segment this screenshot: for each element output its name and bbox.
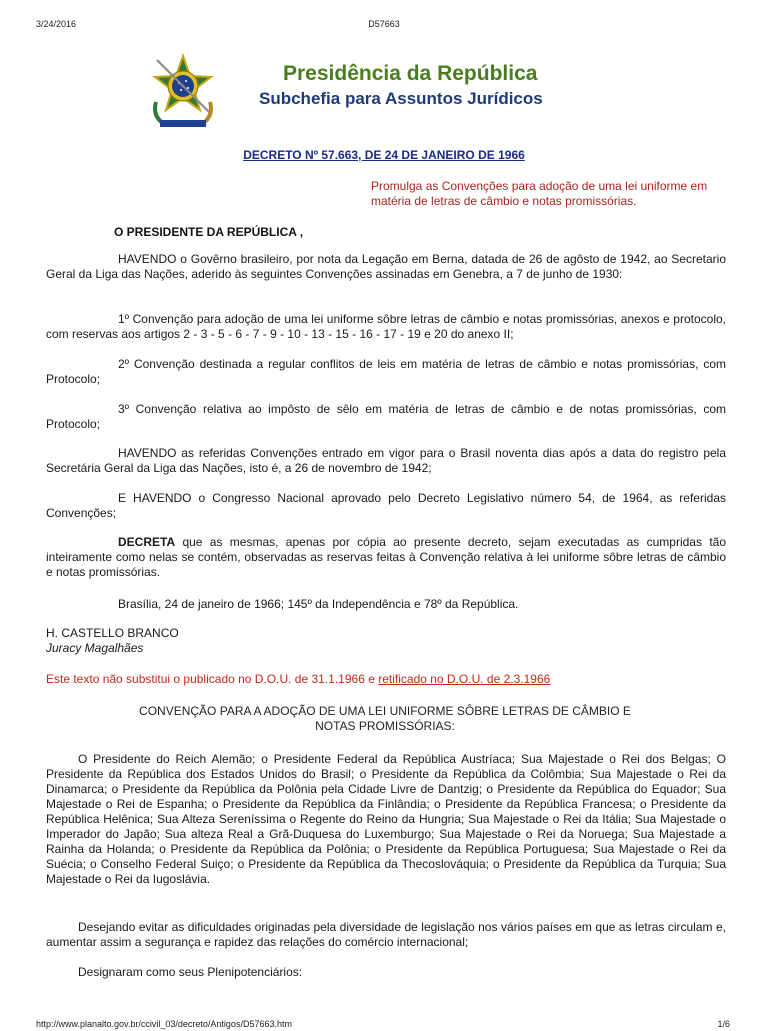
dou-rectification-link[interactable]: retificado no D.O.U. de 2.3.1966 — [378, 672, 551, 686]
signature-minister: Juracy Magalhães — [46, 641, 144, 655]
signature-block — [46, 626, 179, 656]
paragraph-havendo — [46, 252, 726, 282]
convention-heading: CONVENÇÃO PARA A ADOÇÃO DE UMA LEI UNIFORME SÔBRE LETRAS DE CÂMBIO E NOTAS PROMISSÓRIAS: — [139, 704, 631, 733]
paragraph-convention-2 — [46, 357, 726, 387]
president-heading: O PRESIDENTE DA REPÚBLICA , — [114, 225, 304, 239]
paragraph-text: 2º Convenção destinada a regular conflitos de leis em matéria de letras de câmbio e notas promissórias, com Protocolo; — [46, 357, 726, 386]
paragraph-signatories — [46, 752, 726, 887]
paragraph-congresso — [46, 491, 726, 521]
site-header — [259, 62, 619, 109]
decree-summary: Promulga as Convenções para adoção de uma lei uniforme em matéria de letras de câmbio e notas promissórias. — [371, 179, 708, 208]
decree-title-link[interactable]: DECRETO Nº 57.663, DE 24 DE JANEIRO DE 1966 — [243, 148, 525, 162]
paragraph-convention-1 — [46, 312, 726, 342]
print-header — [0, 19, 768, 31]
paragraph-text: Desejando evitar as dificuldades originadas pela diversidade de legislação nos vários países em que as letras circulam e, aumentar assim a segurança e rapidez das relações do comércio internacional; — [46, 920, 726, 949]
paragraph-decreta — [46, 535, 726, 580]
paragraph-convention-3 — [46, 402, 726, 432]
paragraph-text: que as mesmas, apenas por cópia ao presente decreto, sejam executadas as cumpridas tão inteiramente como nelas se contém, observadas as reservas feitas à Convenção relativa à lei uniforme sôbre letras de câmbio e notas promissórias. — [46, 535, 726, 579]
print-page-number: 1/6 — [717, 1019, 730, 1029]
print-url[interactable]: http://www.planalto.gov.br/ccivil_03/decreto/Antigos/D57663.htm — [36, 1019, 292, 1029]
dou-note — [46, 672, 550, 686]
site-subtitle: Subchefia para Assuntos Jurídicos — [259, 89, 543, 108]
signature-president: H. CASTELLO BRANCO — [46, 626, 179, 640]
print-date: 3/24/2016 — [36, 19, 77, 29]
paragraph-text: HAVENDO o Govêrno brasileiro, por nota da Legação em Berna, datada de 26 de agôsto de 1942, ao Secretario Geral da Liga das Nações, aderido às seguintes Convenções assinadas em Genebra, a 7 de junho de 1930: — [46, 252, 726, 281]
paragraph-brasilia-date — [46, 597, 726, 612]
paragraph-designaram — [46, 965, 726, 980]
print-footer — [0, 1019, 768, 1031]
paragraph-text: Brasília, 24 de janeiro de 1966; 145º da Independência e 78º da República. — [118, 597, 519, 611]
decreta-keyword: DECRETA — [118, 535, 176, 549]
site-title: Presidência da República — [283, 62, 538, 85]
dou-note-text: Este texto não substitui o publicado no D.O.U. de 31.1.1966 e — [46, 672, 379, 686]
paragraph-text: Designaram como seus Plenipotenciários: — [78, 965, 303, 979]
paragraph-text: 3º Convenção relativa ao impôsto de sêlo em matéria de letras de câmbio e de notas promissórias, com Protocolo; — [46, 402, 726, 431]
print-doc-id: D57663 — [368, 19, 400, 29]
paragraph-text: O Presidente do Reich Alemão; o Presidente Federal da República Austríaca; Sua Majestade o Rei dos Belgas; O Presidente da República dos Estados Unidos do Brasil; o Presidente da República da Colômbia; Sua Majestade o Rei da Dinamarca; o Presidente da República da Polônia pela Cidade Livre de Dantzig; o Presidente da República do Equador; Sua Majestade o Rei de Espanha; o Presidente da República da Finlândia; o Presidente da República Francesa; o Presidente da República Helênica; Sua Alteza Sereníssima o Regente do Reino da Hungria; Sua Majestade o Rei da Itália; Sua Majestade o Imperador do Japão; Sua alteza Real a Grã-Duquesa do Luxemburgo; Sua Majestade o Rei da Noruega; Sua Majestade a Rainha da Holanda; o Presidente da República da Polônia; o Presidente da República Portuguesa; Sua Majestade o Rei da Suécia; o Conselho Federal Suiço; o Presidente da República da Thecoslováquia; o Presidente da República da Turquia; Sua Majestade o Rei da Iugoslávia. — [46, 752, 726, 886]
paragraph-havendo-vigor — [46, 446, 726, 476]
paragraph-text: E HAVENDO o Congresso Nacional aprovado pelo Decreto Legislativo número 54, de 1964, as referidas Convenções; — [46, 491, 726, 520]
paragraph-text: 1º Convenção para adoção de uma lei uniforme sôbre letras de câmbio e notas promissórias, anexos e protocolo, com reservas aos artigos 2 - 3 - 5 - 6 - 7 - 9 - 10 - 13 - 15 - 16 - 17 - 19 e 20 do anexo II; — [46, 312, 726, 341]
paragraph-desejando — [46, 920, 726, 950]
paragraph-text: HAVENDO as referidas Convenções entrado em vigor para o Brasil noventa dias após a data do registro pela Secretária Geral da Liga das Nações, isto é, a 26 de novembro de 1942; — [46, 446, 726, 475]
brazil-coat-of-arms-icon — [148, 50, 218, 132]
